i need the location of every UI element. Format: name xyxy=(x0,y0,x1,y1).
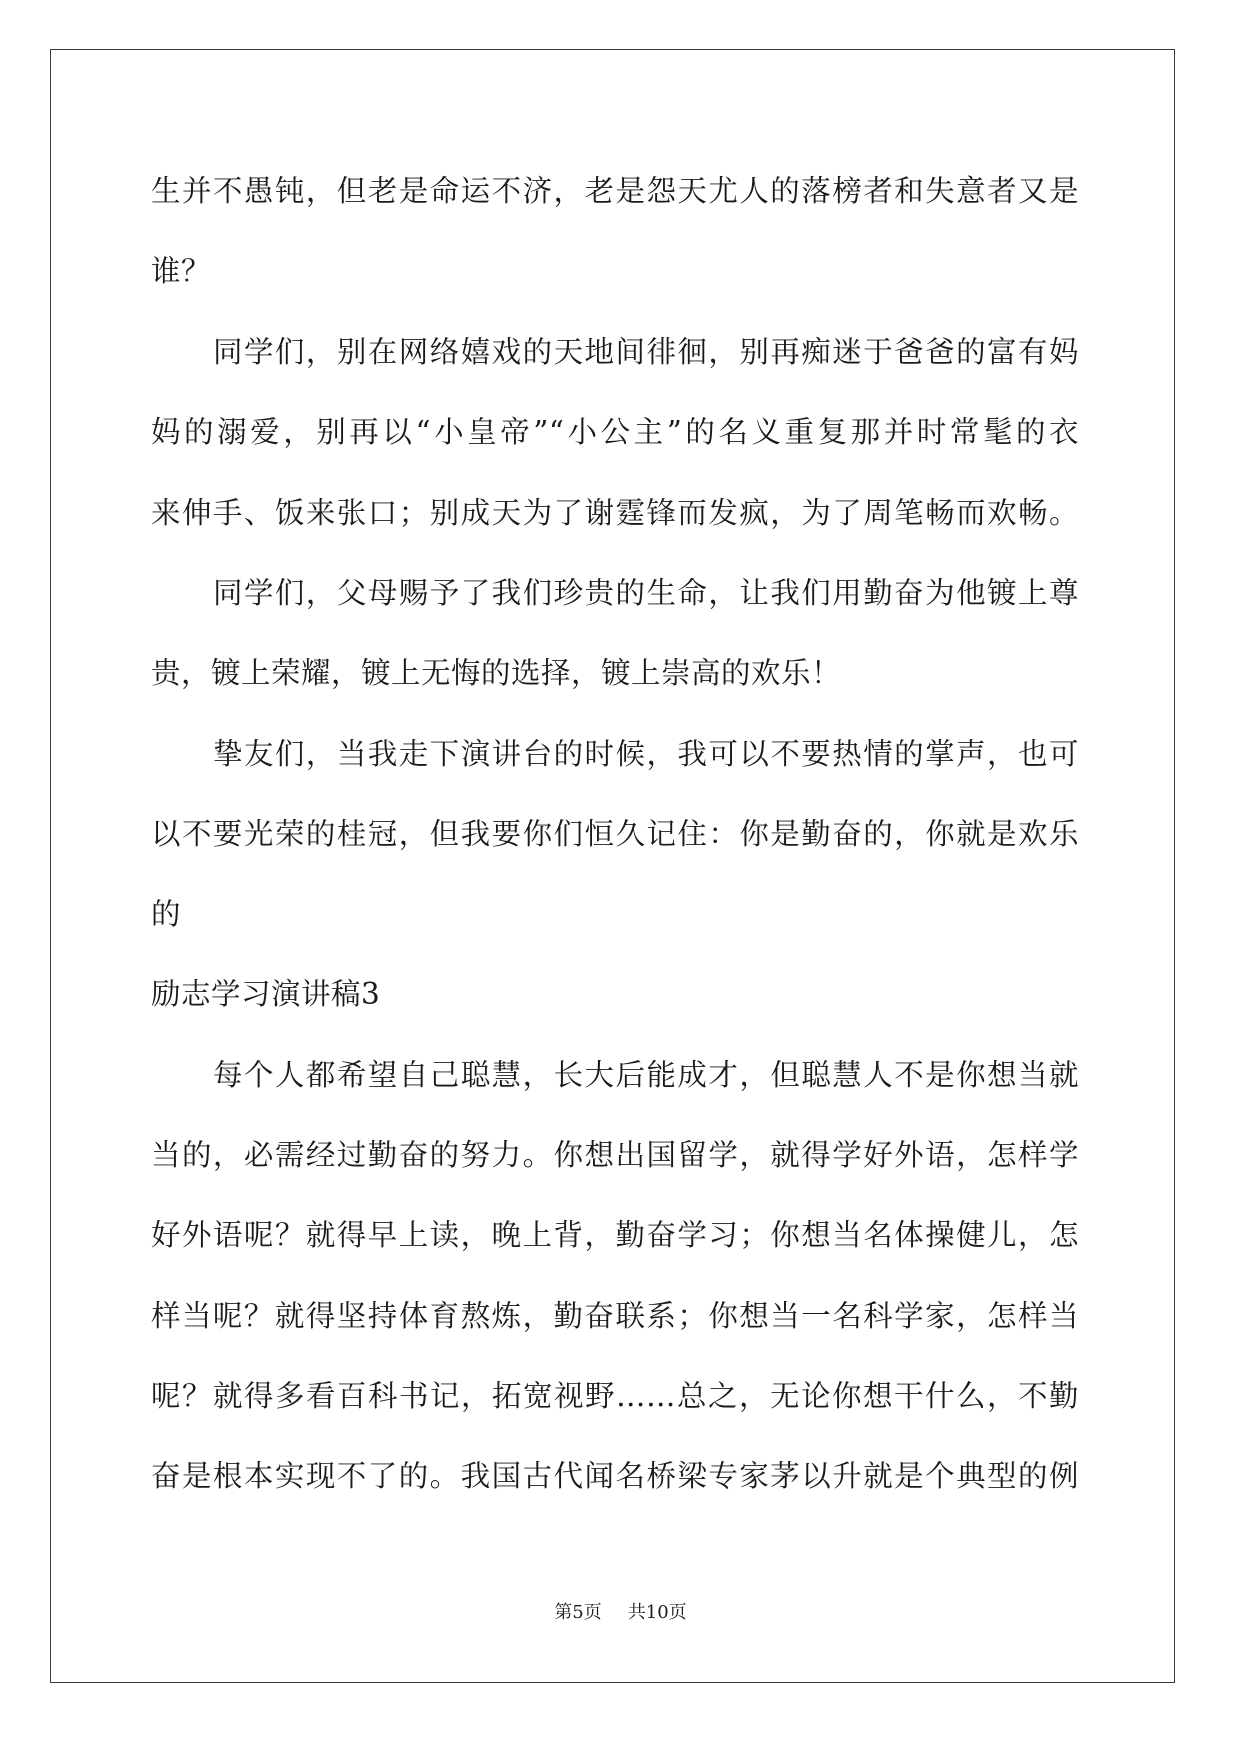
paragraph-line: 样当呢？就得坚持体育熬炼，勤奋联系；你想当一名科学家，怎样当 xyxy=(151,1299,1079,1333)
section-heading: 励志学习演讲稿3 xyxy=(151,977,381,1011)
page-footer xyxy=(0,1600,1241,1626)
page-total: 共10页 xyxy=(627,1602,687,1623)
page-border xyxy=(50,49,1175,1683)
paragraph-line: 每个人都希望自己聪慧，长大后能成才，但聪慧人不是你想当就 xyxy=(213,1058,1079,1092)
page-number: 第5页 xyxy=(554,1602,602,1623)
paragraph-line: 挚友们，当我走下演讲台的时候，我可以不要热情的掌声，也可 xyxy=(213,737,1079,771)
paragraph-line: 当的，必需经过勤奋的努力。你想出国留学，就得学好外语，怎样学 xyxy=(151,1138,1079,1172)
paragraph-line: 妈的溺爱，别再以“小皇帝”“小公主”的名义重复那并时常髦的衣 xyxy=(151,415,1079,449)
paragraph-line: 呢？就得多看百科书记，拓宽视野……总之，无论你想干什么，不勤 xyxy=(151,1379,1079,1413)
paragraph-line: 贵，镀上荣耀，镀上无悔的选择，镀上崇高的欢乐！ xyxy=(151,656,842,690)
paragraph-line: 的 xyxy=(151,897,182,931)
paragraph-line: 好外语呢？就得早上读，晚上背，勤奋学习；你想当名体操健儿，怎 xyxy=(151,1218,1079,1252)
paragraph-line: 同学们，别在网络嬉戏的天地间徘徊，别再痴迷于爸爸的富有妈 xyxy=(213,335,1079,369)
paragraph-line: 来伸手、饭来张口；别成天为了谢霆锋而发疯，为了周笔畅而欢畅。 xyxy=(151,496,1079,530)
paragraph-line: 谁？ xyxy=(151,254,212,288)
paragraph-line: 奋是根本实现不了的。我国古代闻名桥梁专家茅以升就是个典型的例 xyxy=(151,1459,1079,1493)
paragraph-line: 以不要光荣的桂冠，但我要你们恒久记住：你是勤奋的，你就是欢乐 xyxy=(151,817,1079,851)
paragraph-line: 生并不愚钝，但老是命运不济，老是怨天尤人的落榜者和失意者又是 xyxy=(151,174,1079,208)
paragraph-line: 同学们，父母赐予了我们珍贵的生命，让我们用勤奋为他镀上尊 xyxy=(213,576,1079,610)
